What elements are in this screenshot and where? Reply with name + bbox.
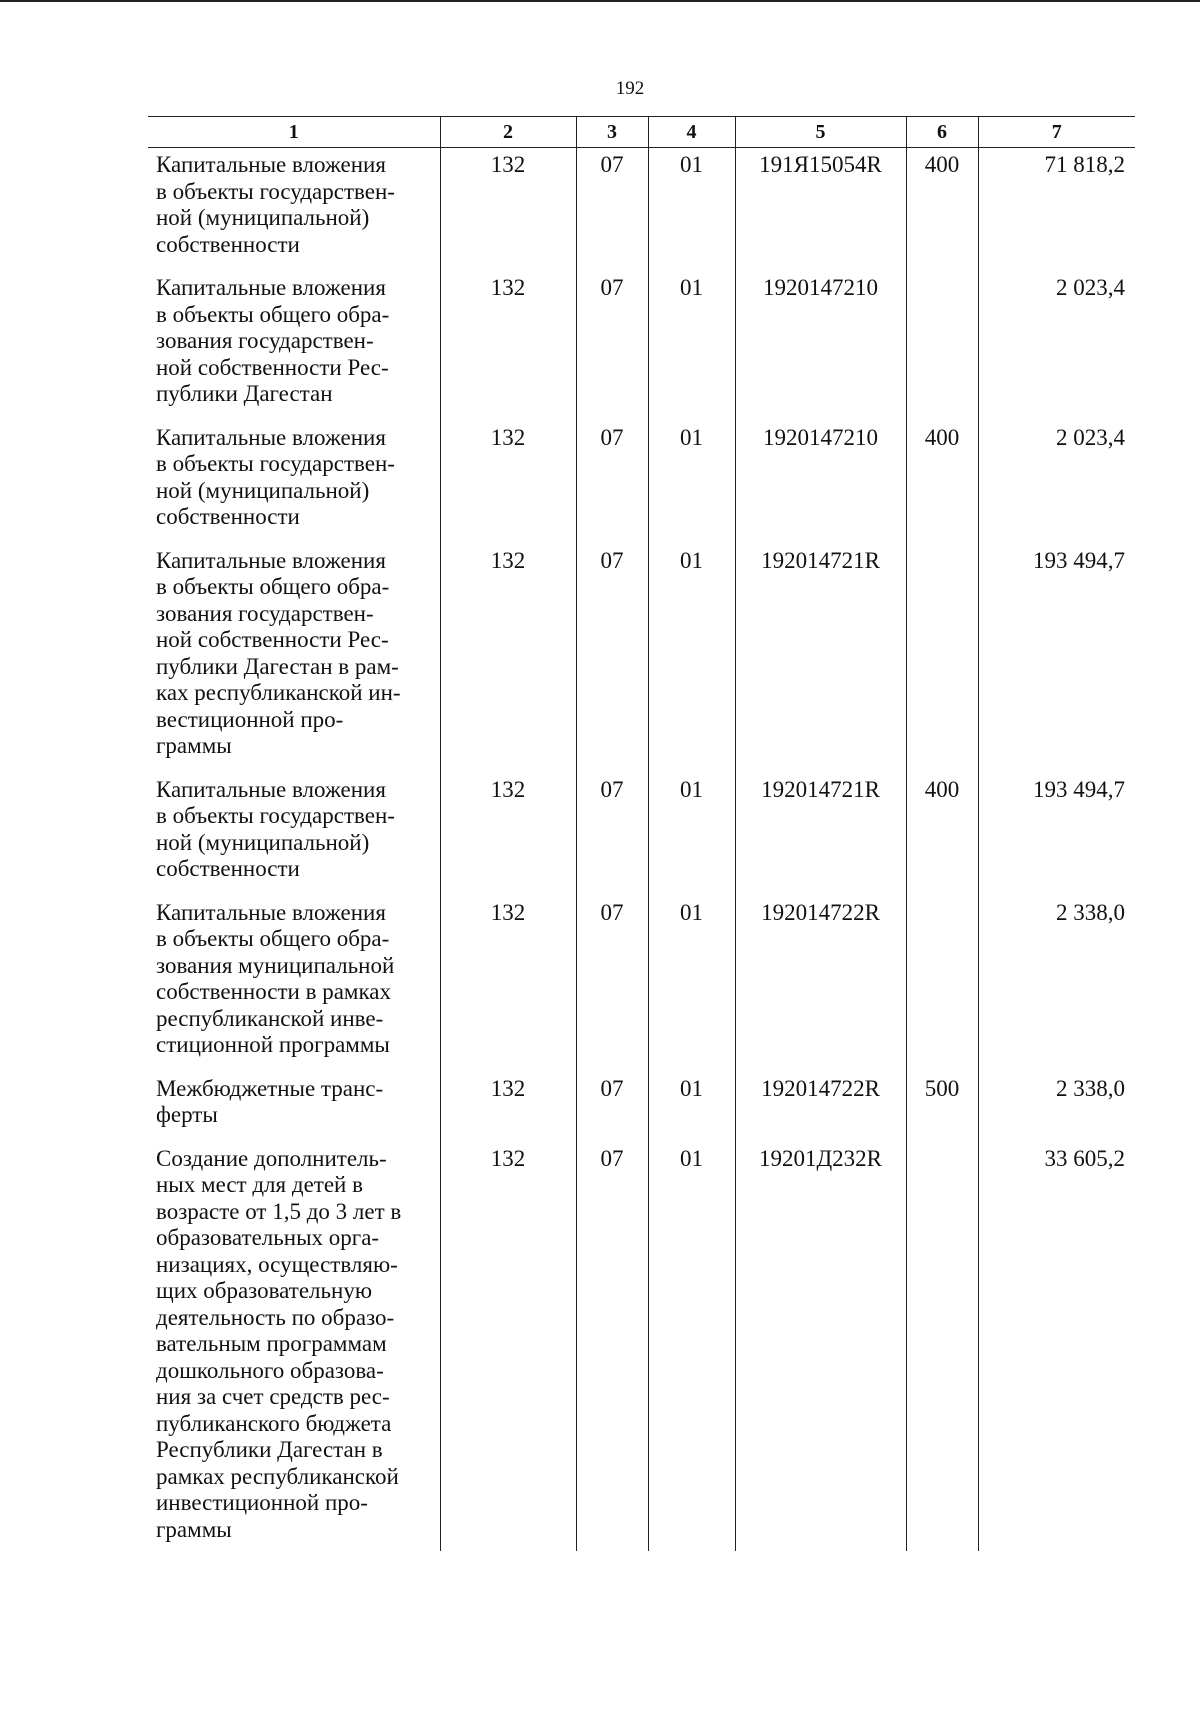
row-name-cell xyxy=(148,1072,440,1142)
row-name-line: деятельность по образо- xyxy=(156,1304,395,1330)
row-name-line: Создание дополнитель- xyxy=(156,1145,387,1171)
row-section-cell: 07 xyxy=(576,896,648,1072)
row-subsection-cell: 01 xyxy=(648,896,735,1072)
row-amount-cell: 2 338,0 xyxy=(978,896,1135,1072)
table-row xyxy=(148,148,1135,272)
row-expense-type-cell: 400 xyxy=(906,421,978,544)
row-target-article-cell: 19201Д232R xyxy=(735,1142,906,1552)
row-section-cell: 07 xyxy=(576,271,648,421)
column-header-4: 4 xyxy=(648,117,735,148)
row-amount-cell: 2 023,4 xyxy=(978,271,1135,421)
column-header-5: 5 xyxy=(735,117,906,148)
row-name-line: в объекты государствен- xyxy=(156,451,395,476)
row-code-cell: 132 xyxy=(440,544,576,773)
row-name-cell xyxy=(148,896,440,1072)
row-name-line: в объекты государствен- xyxy=(156,803,395,828)
row-code-cell: 132 xyxy=(440,1142,576,1552)
row-target-article-cell: 192014721R xyxy=(735,544,906,773)
row-expense-type-cell: 400 xyxy=(906,773,978,896)
row-code-cell: 132 xyxy=(440,1072,576,1142)
row-name-line: собственности xyxy=(156,231,300,257)
row-code-cell: 132 xyxy=(440,773,576,896)
column-header-6: 6 xyxy=(906,117,978,148)
row-section-cell: 07 xyxy=(576,421,648,544)
row-name-line: собственности xyxy=(156,856,300,881)
row-name-line: вательным программам xyxy=(156,1331,387,1356)
row-name-line: ной собственности Рес- xyxy=(156,354,389,380)
row-section-cell: 07 xyxy=(576,148,648,272)
table-row xyxy=(148,544,1135,773)
row-name-line: публики Дагестан xyxy=(156,381,333,406)
table-row xyxy=(148,421,1135,544)
row-name-line: в объекты общего обра- xyxy=(156,926,390,951)
row-amount-cell: 71 818,2 xyxy=(978,148,1135,272)
row-name-line: Капитальные вложения xyxy=(156,152,386,177)
table-row xyxy=(148,773,1135,896)
row-subsection-cell: 01 xyxy=(648,148,735,272)
row-name-line: собственности в рамках xyxy=(156,979,392,1004)
row-name-line: вестиционной про- xyxy=(156,706,344,732)
row-name-line: ной (муниципальной) xyxy=(156,829,370,855)
row-name-line: в объекты общего обра- xyxy=(156,301,390,327)
row-name-line: ферты xyxy=(156,1102,218,1127)
row-name-line: в объекты общего обра- xyxy=(156,574,390,599)
row-name-line: дошкольного образова- xyxy=(156,1357,384,1383)
row-section-cell: 07 xyxy=(576,1072,648,1142)
row-expense-type-cell xyxy=(906,544,978,773)
row-name-line: граммы xyxy=(156,1516,232,1542)
row-amount-cell: 2 338,0 xyxy=(978,1072,1135,1142)
table-row xyxy=(148,896,1135,1072)
row-name-cell xyxy=(148,271,440,421)
row-code-cell: 132 xyxy=(440,421,576,544)
row-name-line: ной (муниципальной) xyxy=(156,477,370,503)
column-header-7: 7 xyxy=(978,117,1135,148)
row-target-article-cell: 1920147210 xyxy=(735,271,906,421)
table-row xyxy=(148,1142,1135,1552)
row-code-cell: 132 xyxy=(440,896,576,1072)
row-expense-type-cell xyxy=(906,1142,978,1552)
row-name-line: ния за счет средств рес- xyxy=(156,1384,390,1409)
row-subsection-cell: 01 xyxy=(648,773,735,896)
row-expense-type-cell xyxy=(906,896,978,1072)
row-target-article-cell: 191Я15054R xyxy=(735,148,906,272)
row-subsection-cell: 01 xyxy=(648,421,735,544)
row-name-line: инвестиционной про- xyxy=(156,1490,368,1515)
column-header-3: 3 xyxy=(576,117,648,148)
column-header-2: 2 xyxy=(440,117,576,148)
table-row xyxy=(148,271,1135,421)
row-amount-cell: 193 494,7 xyxy=(978,544,1135,773)
row-subsection-cell: 01 xyxy=(648,1142,735,1552)
row-name-line: образовательных орга- xyxy=(156,1225,380,1250)
row-name-cell xyxy=(148,544,440,773)
row-name-line: щих образовательную xyxy=(156,1278,373,1303)
row-name-line: ках республиканской ин- xyxy=(156,680,401,705)
row-name-line: возрасте от 1,5 до 3 лет в xyxy=(156,1198,402,1224)
row-subsection-cell: 01 xyxy=(648,1072,735,1142)
row-name-line: Республики Дагестан в xyxy=(156,1437,383,1462)
row-subsection-cell: 01 xyxy=(648,544,735,773)
column-header-1: 1 xyxy=(148,117,440,148)
row-subsection-cell: 01 xyxy=(648,271,735,421)
row-name-line: зования государствен- xyxy=(156,328,374,353)
row-name-line: Капитальные вложения xyxy=(156,899,386,925)
row-name-line: ной (муниципальной) xyxy=(156,205,370,230)
row-name-line: Капитальные вложения xyxy=(156,275,386,300)
budget-table xyxy=(148,116,1135,1551)
header-row xyxy=(148,117,1135,148)
row-target-article-cell: 192014722R xyxy=(735,896,906,1072)
row-name-line: в объекты государствен- xyxy=(156,178,395,204)
row-name-line: республиканской инве- xyxy=(156,1005,384,1031)
page-number: 192 xyxy=(615,78,645,99)
row-name-line: низациях, осуществляю- xyxy=(156,1251,398,1277)
row-name-line: публики Дагестан в рам- xyxy=(156,653,399,679)
row-name-cell xyxy=(148,1142,440,1552)
row-code-cell: 132 xyxy=(440,271,576,421)
row-name-line: Межбюджетные транс- xyxy=(156,1075,384,1101)
row-section-cell: 07 xyxy=(576,773,648,896)
row-target-article-cell: 1920147210 xyxy=(735,421,906,544)
row-amount-cell: 33 605,2 xyxy=(978,1142,1135,1552)
row-section-cell: 07 xyxy=(576,544,648,773)
row-name-line: ной собственности Рес- xyxy=(156,627,389,652)
row-name-line: Капитальные вложения xyxy=(156,424,386,450)
table-header xyxy=(148,117,1135,148)
row-name-line: рамках республиканской xyxy=(156,1463,399,1489)
row-section-cell: 07 xyxy=(576,1142,648,1552)
table-row xyxy=(148,1072,1135,1142)
row-amount-cell: 2 023,4 xyxy=(978,421,1135,544)
row-code-cell: 132 xyxy=(440,148,576,272)
row-name-cell xyxy=(148,148,440,272)
row-name-cell xyxy=(148,773,440,896)
row-name-line: Капитальные вложения xyxy=(156,547,386,573)
row-expense-type-cell: 500 xyxy=(906,1072,978,1142)
row-target-article-cell: 192014722R xyxy=(735,1072,906,1142)
row-name-cell xyxy=(148,421,440,544)
row-expense-type-cell xyxy=(906,271,978,421)
row-amount-cell: 193 494,7 xyxy=(978,773,1135,896)
row-target-article-cell: 192014721R xyxy=(735,773,906,896)
row-name-line: Капитальные вложения xyxy=(156,776,386,802)
row-name-line: стиционной программы xyxy=(156,1032,390,1057)
row-name-line: собственности xyxy=(156,504,300,529)
row-name-line: ных мест для детей в xyxy=(156,1172,363,1197)
row-name-line: зования муниципальной xyxy=(156,952,395,978)
table-body xyxy=(148,148,1135,1552)
row-name-line: публиканского бюджета xyxy=(156,1410,392,1436)
row-name-line: граммы xyxy=(156,733,232,758)
row-expense-type-cell: 400 xyxy=(906,148,978,272)
top-border-line xyxy=(0,0,1200,2)
row-name-line: зования государствен- xyxy=(156,600,374,626)
